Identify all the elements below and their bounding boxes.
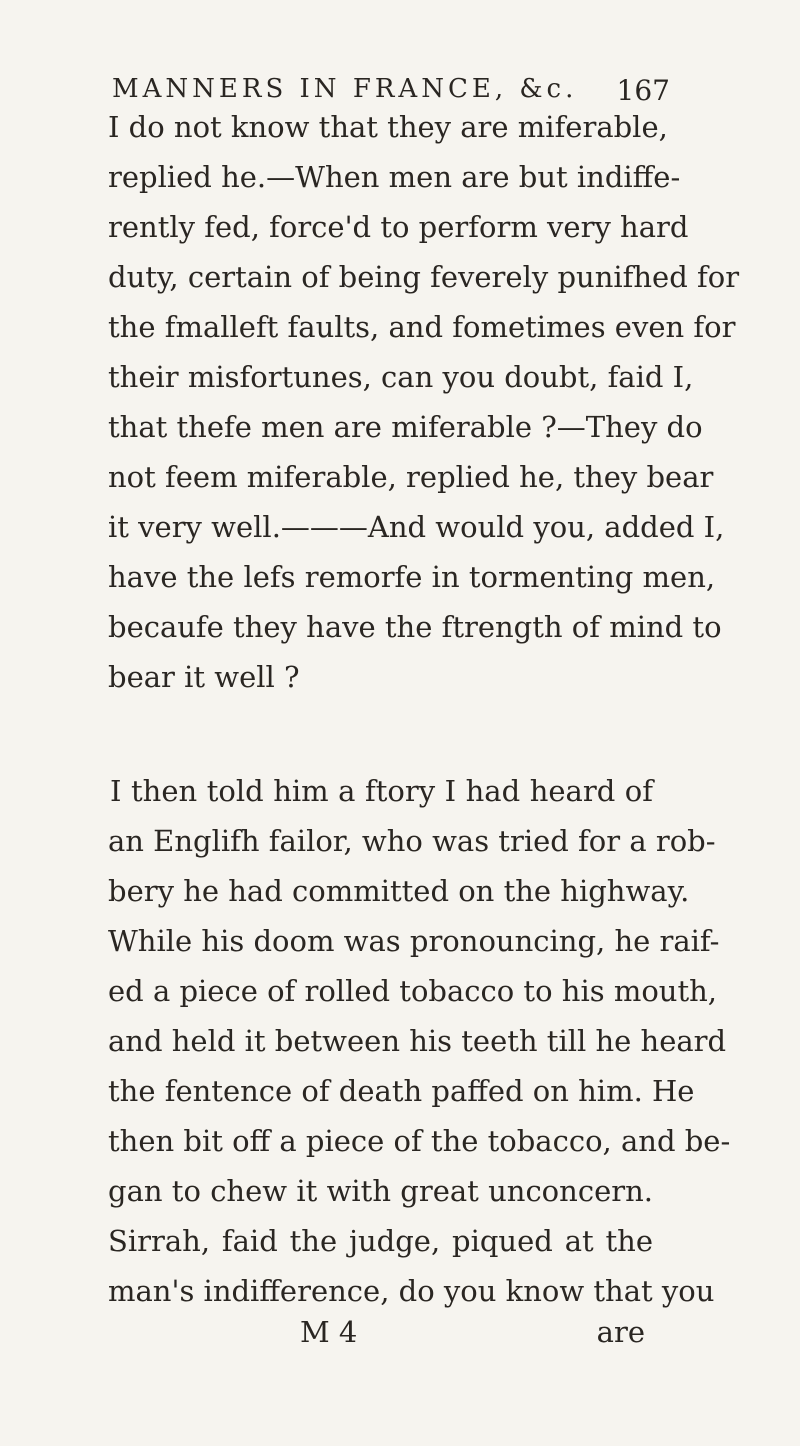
text-line: gan to chew it with great unconcern. — [108, 1174, 653, 1208]
text-line: replied he.—When men are but indiffe- — [108, 160, 681, 194]
text-line: then bit off a piece of the tobacco, and be- — [108, 1124, 731, 1158]
text-line: Sirrah, faid the judge, piqued at the — [108, 1224, 653, 1258]
text-line: have the lefs remorfe in tormenting men, — [108, 560, 716, 594]
text-line: becaufe they have the ftrength of mind to — [108, 610, 722, 644]
page-footer — [300, 1315, 645, 1359]
body-text — [108, 102, 740, 1316]
text-line: the fmalleft faults, and fometimes even for — [108, 310, 736, 344]
paragraph — [108, 102, 740, 702]
text-line: not feem miferable, replied he, they bear — [108, 460, 714, 494]
catchword: are — [596, 1315, 645, 1349]
text-line: bear it well ? — [108, 660, 300, 694]
text-line: duty, certain of being feverely punifhed for — [108, 260, 740, 294]
text-line: I do not know that they are miferable, — [108, 110, 668, 144]
text-line: and held it between his teeth till he heard — [108, 1024, 727, 1058]
running-head: MANNERS IN FRANCE, &c. — [112, 74, 578, 104]
text-line: rently fed, force'd to perform very hard — [108, 210, 689, 244]
page-number: 167 — [616, 74, 670, 107]
text-line: their misfortunes, can you doubt, faid I, — [108, 360, 694, 394]
text-line: that thefe men are miferable ?—They do — [108, 410, 703, 444]
text-line: bery he had committed on the highway. — [108, 874, 690, 908]
text-line: an Englifh failor, who was tried for a rob- — [108, 824, 716, 858]
text-line: the fentence of death paffed on him. He — [108, 1074, 695, 1108]
paragraph — [108, 766, 731, 1316]
text-line: I then told him a ftory I had heard of — [110, 774, 653, 808]
text-line: man's indifference, do you know that you — [108, 1274, 715, 1308]
text-line: ed a piece of rolled tobacco to his mouth, — [108, 974, 717, 1008]
signature-mark: M 4 — [300, 1315, 358, 1349]
text-line: it very well.———And would you, added I, — [108, 510, 725, 544]
text-line: While his doom was pronouncing, he raif- — [108, 924, 720, 958]
paragraph-gap — [108, 702, 653, 766]
